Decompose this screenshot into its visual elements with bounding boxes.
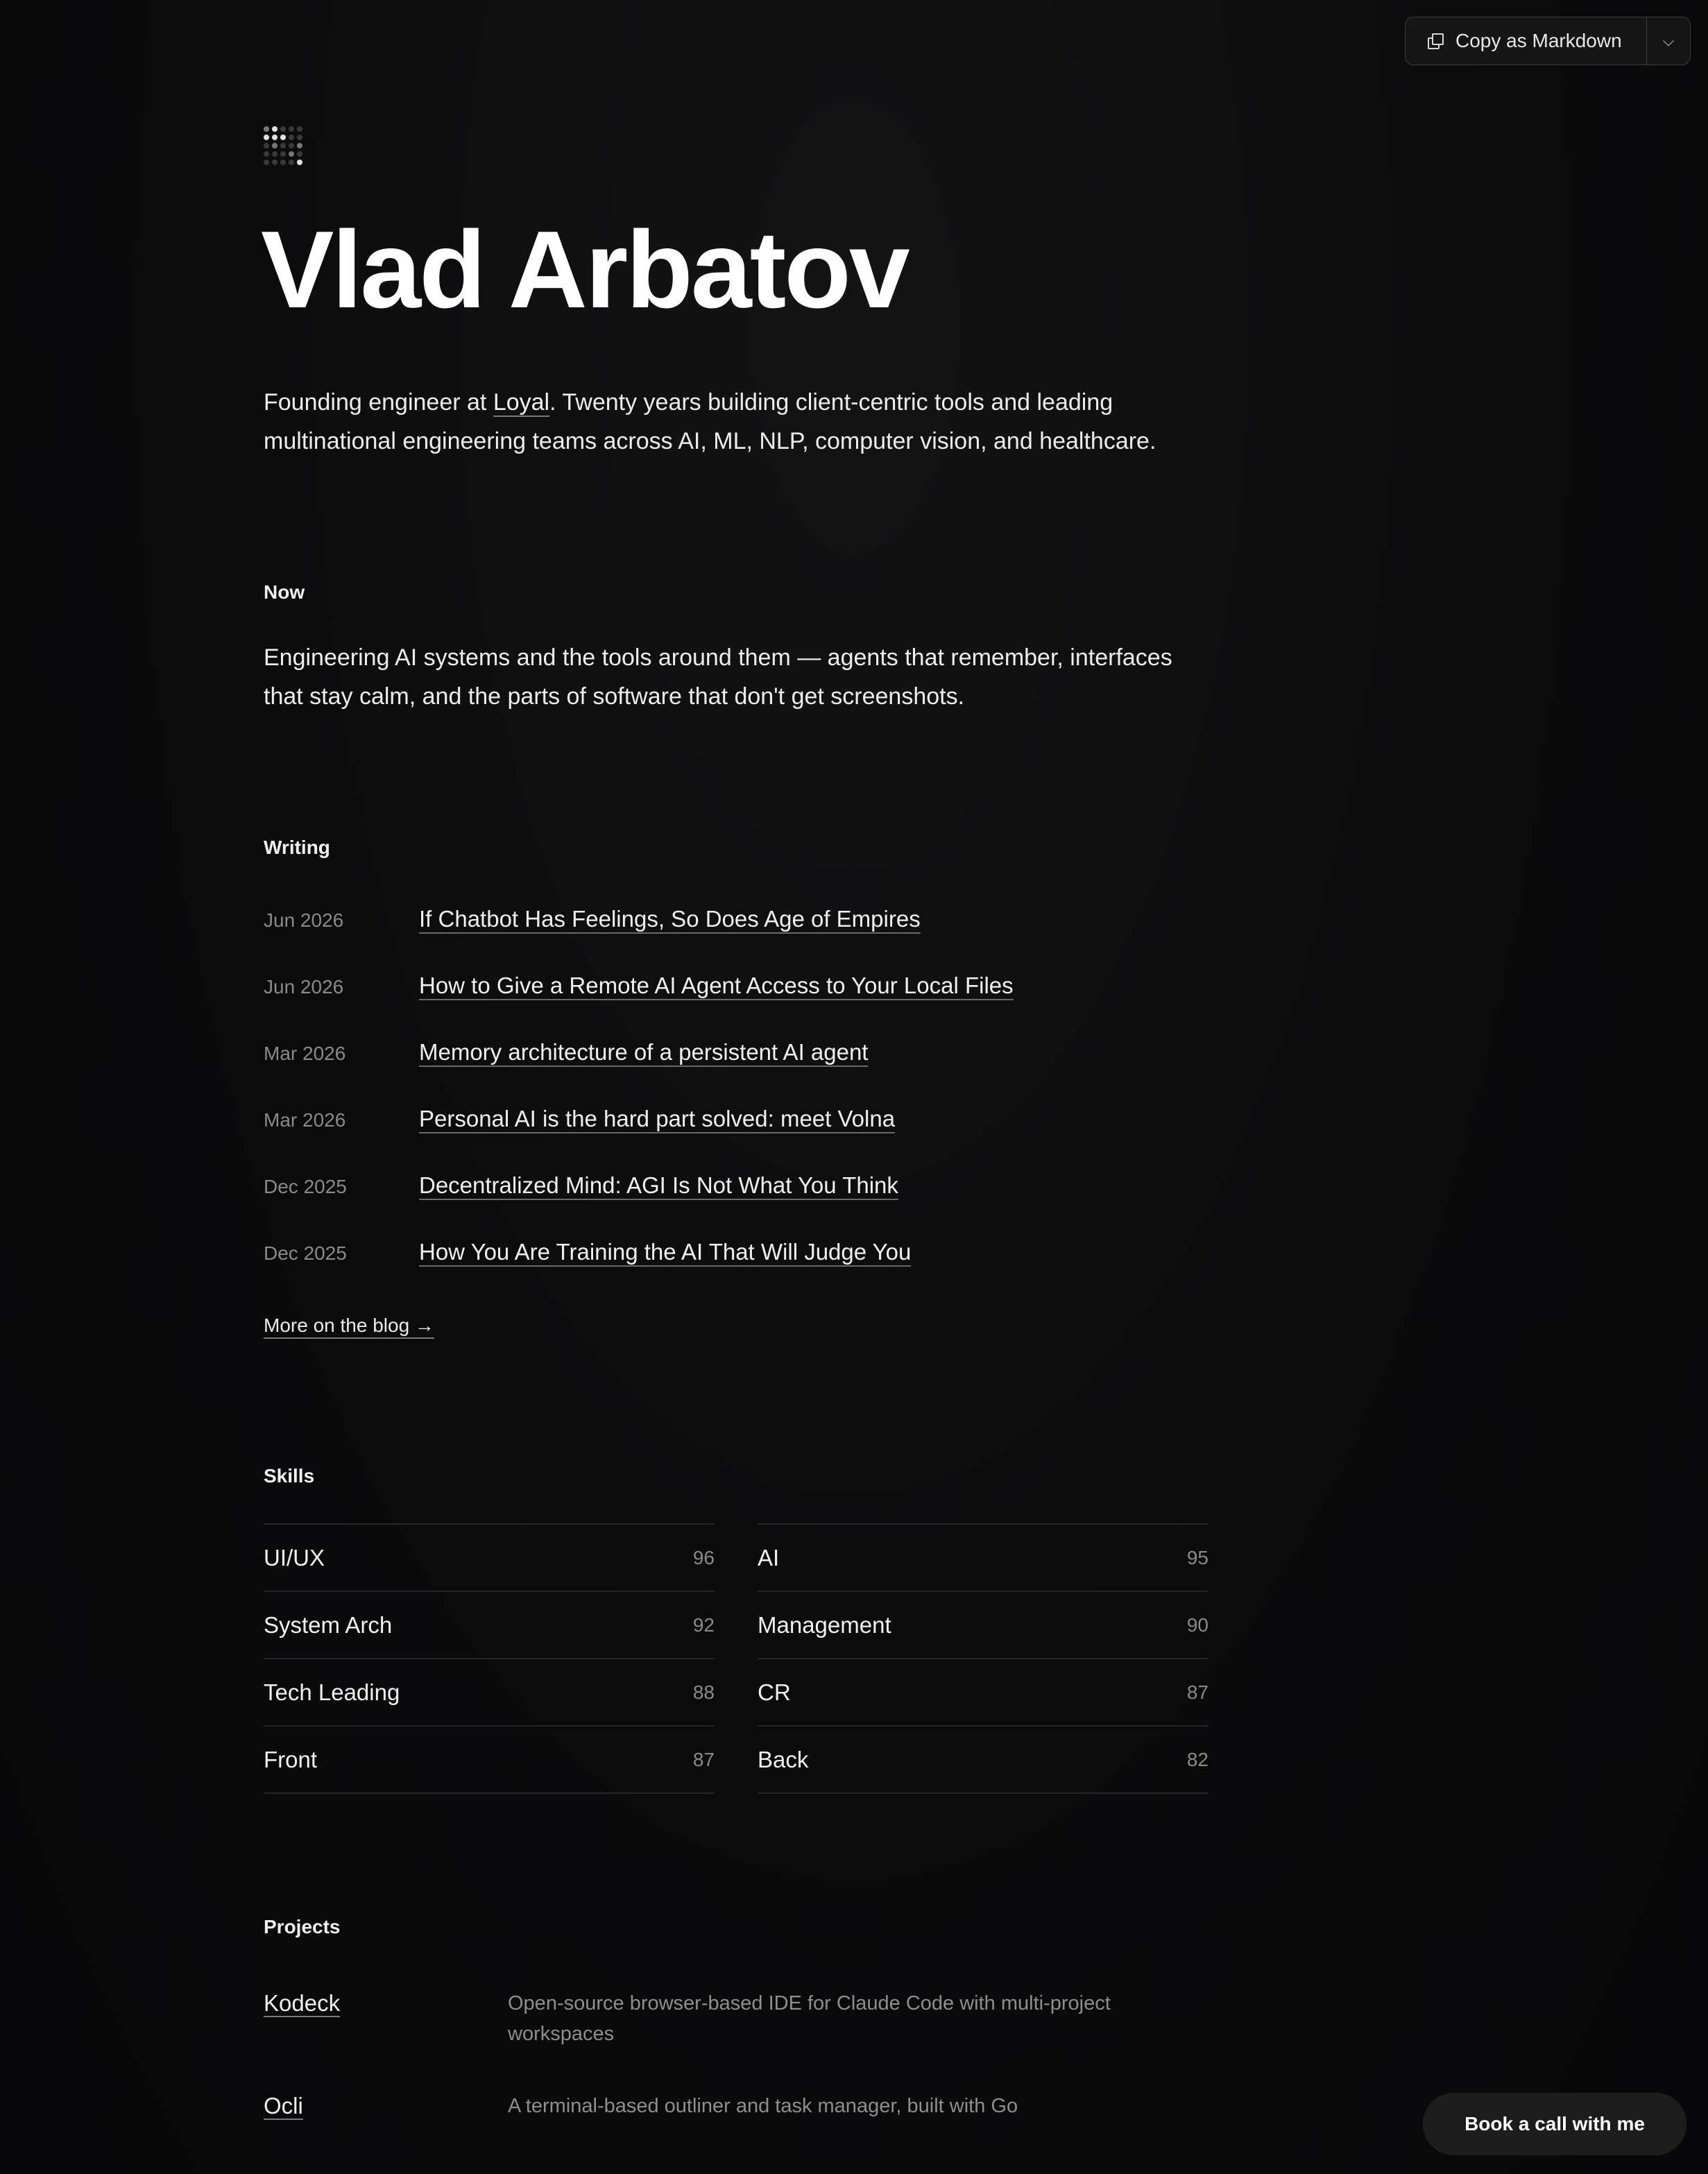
list-item — [264, 1039, 1209, 1106]
skill-name: Tech Leading — [264, 1679, 400, 1705]
skill-row — [758, 1725, 1209, 1794]
page-title: Vlad Arbatov — [261, 209, 908, 331]
intro-after: . Twenty years building client-centric tools and leading multinational engineering teams across AI, ML, NLP, computer vision, and healthcare. — [264, 389, 1156, 454]
skill-value: 87 — [1186, 1681, 1209, 1703]
copy-label: Copy as Markdown — [1455, 30, 1622, 51]
skills-column-left — [264, 1523, 715, 1794]
copy-as-markdown-button[interactable] — [1406, 17, 1646, 65]
skill-name: Front — [264, 1746, 318, 1772]
project-description: A terminal-based outliner and task manager, built with Go — [508, 2095, 1018, 2117]
post-link[interactable]: Memory architecture of a persistent AI agent — [419, 1039, 868, 1067]
skill-row — [264, 1658, 715, 1725]
intro-before: Founding engineer at — [264, 389, 493, 416]
now-text: Engineering AI systems and the tools around them — agents that remember, interfaces that stay calm, and the parts of software that don't get screenshots. — [264, 644, 1172, 710]
post-date: Mar 2026 — [264, 1109, 346, 1131]
list-item — [264, 1172, 1209, 1239]
writing-heading: Writing — [264, 837, 330, 858]
list-item — [264, 1106, 1209, 1172]
post-date: Jun 2026 — [264, 976, 344, 998]
projects-list — [264, 1989, 1209, 2121]
project-name-cell — [264, 1989, 508, 2017]
loyal-link[interactable]: Loyal — [493, 389, 550, 416]
skill-value: 90 — [1186, 1614, 1209, 1636]
writing-list — [264, 906, 1209, 1306]
post-date: Jun 2026 — [264, 909, 344, 931]
post-date: Dec 2025 — [264, 1242, 347, 1264]
copy-options-dropdown[interactable] — [1647, 17, 1690, 65]
list-item — [264, 1239, 1209, 1306]
project-name-cell — [264, 2092, 508, 2120]
project-description: Open-source browser-based IDE for Claude Code with multi-project workspaces — [508, 1992, 1111, 2045]
more-on-blog-link[interactable]: More on the blog → — [264, 1314, 434, 1339]
post-link[interactable]: Personal AI is the hard part solved: meet Volna — [419, 1106, 895, 1133]
project-link-kodeck[interactable]: Kodeck — [264, 1990, 341, 2016]
skill-name: System Arch — [264, 1611, 393, 1638]
skills-column-right — [758, 1523, 1209, 1794]
copy-markdown-control — [1405, 17, 1691, 65]
list-item — [264, 2092, 1209, 2121]
skill-name: UI/UX — [264, 1544, 325, 1570]
list-item — [264, 906, 1209, 973]
skills-grid — [264, 1523, 1209, 1794]
skill-value: 95 — [1186, 1546, 1209, 1568]
post-link[interactable]: How You Are Training the AI That Will Judge You — [419, 1239, 911, 1267]
skill-value: 92 — [692, 1614, 715, 1636]
now-heading: Now — [264, 581, 305, 603]
book-call-button[interactable]: Book a call with me — [1424, 2094, 1686, 2155]
skill-row — [758, 1523, 1209, 1591]
list-item — [264, 973, 1209, 1039]
skill-row — [264, 1725, 715, 1794]
chevron-down-icon: ⌵ — [1662, 32, 1675, 49]
skill-value: 88 — [692, 1681, 715, 1703]
post-date: Mar 2026 — [264, 1043, 346, 1064]
skill-name: AI — [758, 1544, 780, 1570]
copy-icon — [1428, 33, 1443, 49]
logo-icon — [264, 126, 302, 165]
post-link[interactable]: If Chatbot Has Feelings, So Does Age of Empires — [419, 906, 921, 934]
skill-row — [264, 1523, 715, 1591]
skill-name: Back — [758, 1746, 809, 1772]
skill-value: 82 — [1186, 1748, 1209, 1770]
projects-heading: Projects — [264, 1916, 341, 1937]
skills-heading: Skills — [264, 1465, 315, 1487]
list-item — [264, 1989, 1209, 2092]
skill-row — [264, 1591, 715, 1658]
skill-row — [758, 1591, 1209, 1658]
post-date: Dec 2025 — [264, 1176, 347, 1197]
skill-row — [758, 1658, 1209, 1725]
post-link[interactable]: How to Give a Remote AI Agent Access to Your Local Files — [419, 973, 1014, 1000]
project-link-ocli[interactable]: Ocli — [264, 2093, 303, 2119]
intro-text — [264, 383, 1235, 461]
skill-value: 96 — [692, 1546, 715, 1568]
skill-name: CR — [758, 1679, 791, 1705]
skill-value: 87 — [692, 1748, 715, 1770]
skill-name: Management — [758, 1611, 891, 1638]
post-link[interactable]: Decentralized Mind: AGI Is Not What You Think — [419, 1172, 898, 1200]
